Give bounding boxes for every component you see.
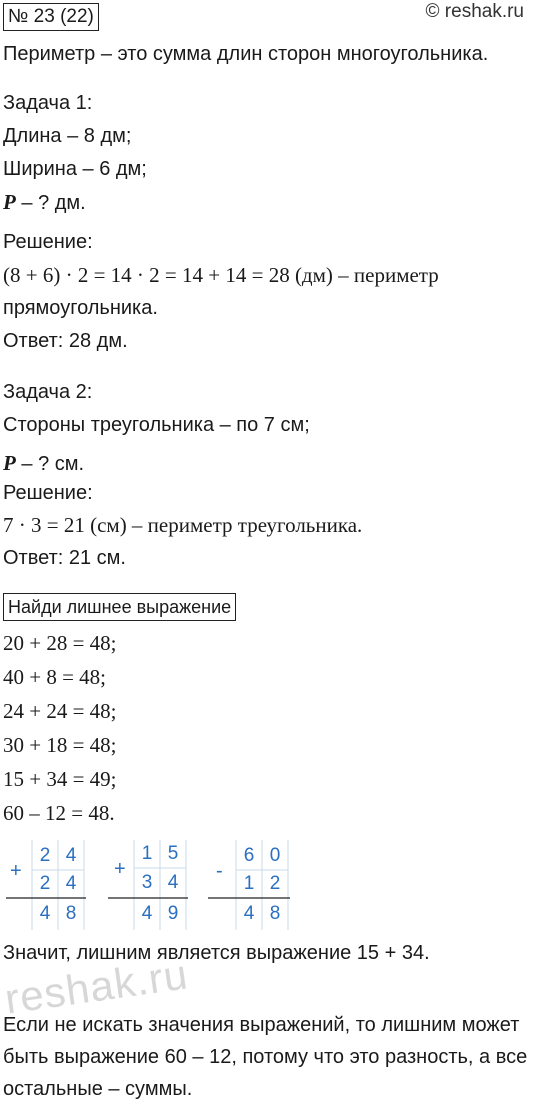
- column-calc-1-mid-2: 4: [65, 873, 77, 894]
- column-calc-3-mid-2: 2: [269, 873, 281, 894]
- site-credit: © reshak.ru: [425, 1, 524, 22]
- odd-one-out-heading: Найди лишнее выражение: [3, 593, 236, 621]
- task1-title: Задача 1:: [3, 92, 93, 114]
- column-calc-2: [108, 840, 190, 930]
- task1-solution-line-2: прямоугольника.: [3, 297, 158, 319]
- task1-line-2: Ширина – 6 дм;: [3, 158, 147, 180]
- task2-solution-line-1: 7 · 3 = 21 (см) – периметр треугольника.: [3, 513, 363, 537]
- extra-line-2: быть выражение 60 – 12, потому что это разность, а все: [3, 1046, 528, 1068]
- column-calc-3-mid-1: 1: [243, 873, 255, 894]
- task1-line-1: Длина – 8 дм;: [3, 125, 132, 147]
- column-calc-3-res-1: 4: [243, 903, 255, 924]
- expression-3: 24 + 24 = 48;: [3, 699, 117, 723]
- column-calc-3-top-2: 0: [269, 845, 281, 866]
- task-number-badge: № 23 (22): [3, 3, 99, 31]
- column-calc-1-res-2: 8: [65, 903, 77, 924]
- task2-title: Задача 2:: [3, 381, 93, 403]
- column-calc-3-operator: -: [216, 860, 223, 882]
- expression-6: 60 – 12 = 48.: [3, 801, 115, 825]
- task1-solution-title: Решение:: [3, 231, 93, 253]
- extra-line-3: остальные – суммы.: [3, 1078, 193, 1100]
- column-calc-2-mid-2: 4: [167, 872, 179, 893]
- expression-1: 20 + 28 = 48;: [3, 631, 117, 655]
- column-calc-1-operator: +: [10, 860, 22, 882]
- column-calc-1-top-2: 4: [65, 845, 77, 866]
- task2-question: P – ? см.: [3, 451, 85, 475]
- column-calc-1: [6, 840, 88, 930]
- extra-line-1: Если не искать значения выражений, то лишним может: [3, 1014, 520, 1036]
- column-calc-1-res-1: 4: [39, 903, 51, 924]
- task1-answer: Ответ: 28 дм.: [3, 330, 128, 352]
- column-calc-3-res-2: 8: [269, 903, 281, 924]
- column-calc-2-operator: +: [114, 858, 126, 880]
- task2-answer: Ответ: 21 см.: [3, 547, 126, 569]
- column-calc-2-res-2: 9: [167, 903, 179, 924]
- expression-2: 40 + 8 = 48;: [3, 665, 107, 689]
- task2-solution-title: Решение:: [3, 482, 93, 504]
- task1-solution-line-1: (8 + 6) · 2 = 14 · 2 = 14 + 14 = 28 (дм) – периметр: [3, 263, 439, 287]
- conclusion-text: Значит, лишним является выражение 15 + 34.: [3, 942, 430, 964]
- column-calc-1-mid-1: 2: [39, 873, 51, 894]
- task1-question: P – ? дм.: [3, 190, 86, 214]
- column-calc-2-res-1: 4: [141, 903, 153, 924]
- column-calc-3: [208, 840, 292, 930]
- intro-text: Периметр – это сумма длин сторон многоугольника.: [3, 43, 489, 65]
- column-calc-3-top-1: 6: [243, 845, 255, 866]
- column-calc-1-top-1: 2: [39, 845, 51, 866]
- watermark: reshak.ru: [2, 950, 191, 1023]
- expression-4: 30 + 18 = 48;: [3, 733, 117, 757]
- column-calc-2-mid-1: 3: [141, 872, 153, 893]
- column-calc-2-top-2: 5: [167, 843, 179, 864]
- column-calc-2-top-1: 1: [141, 843, 153, 864]
- task2-line-1: Стороны треугольника – по 7 см;: [3, 414, 310, 436]
- expression-5: 15 + 34 = 49;: [3, 767, 117, 791]
